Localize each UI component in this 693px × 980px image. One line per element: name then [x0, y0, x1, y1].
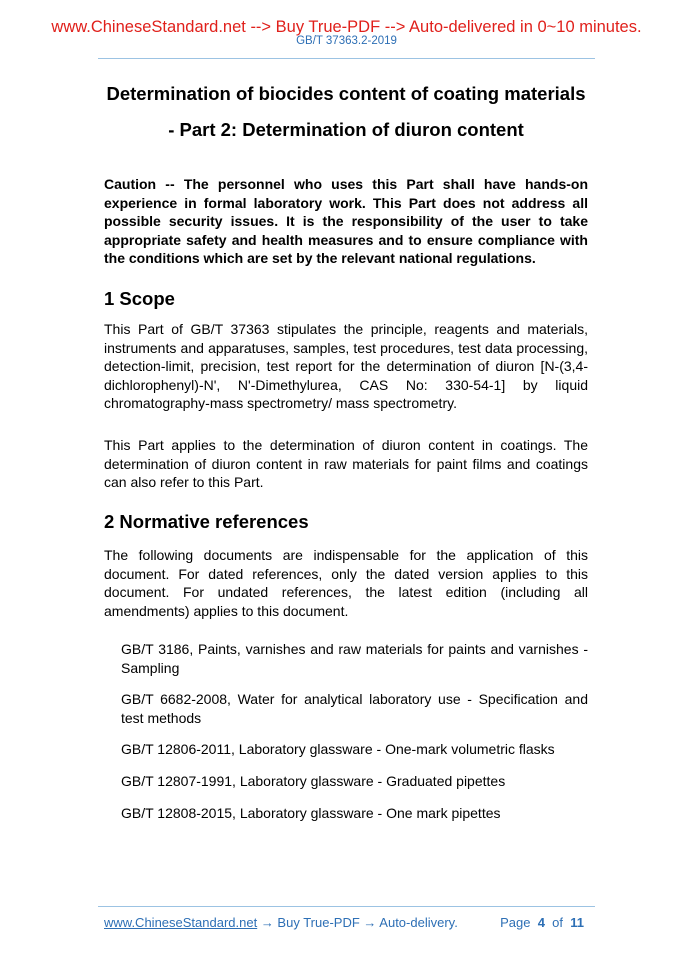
document-subtitle: - Part 2: Determination of diuron content [168, 119, 524, 140]
references-intro-paragraph: The following documents are indispensable for the application of this document. For dated references, only the dated version applies to this document. For undated references, the latest edition (including all amendments) applies to this document. [104, 547, 588, 619]
reference-item: GB/T 6682-2008, Water for analytical laboratory use - Specification and test methods [121, 691, 588, 726]
section-heading-normative-references: 2 Normative references [104, 511, 309, 532]
header-divider [98, 58, 595, 59]
footer-text: → Buy True-PDF → Auto-delivery. [257, 915, 458, 930]
reference-item: GB/T 12807-1991, Laboratory glassware - Graduated pipettes [121, 773, 506, 789]
caution-paragraph: Caution -- The personnel who uses this Part shall have hands-on experience in formal laboratory work. This Part does not address all possible security issues. It is the responsibility of the user to take appropriate safety and health measures and to ensure compliance with the conditions which are set by the relevant national regulations. [104, 176, 588, 267]
document-title: Determination of biocides content of coating materials [106, 83, 586, 104]
of-label: of [552, 915, 564, 930]
promo-banner: www.ChineseStandard.net --> Buy True-PDF --> Auto-delivered in 0~10 minutes. [51, 18, 642, 36]
document-id: GB/T 37363.2-2019 [296, 35, 397, 47]
scope-paragraph-2: This Part applies to the determination of diuron content in coatings. The determination of diuron content in raw materials for paint films and coatings can also refer to this Part. [104, 437, 588, 491]
footer-site-link[interactable]: www.ChineseStandard.net [104, 915, 258, 930]
reference-item: GB/T 12806-2011, Laboratory glassware - One-mark volumetric flasks [121, 741, 555, 757]
footer-divider [98, 906, 595, 907]
current-page: 4 [537, 915, 545, 930]
total-pages: 11 [570, 915, 584, 930]
reference-item: GB/T 12808-2015, Laboratory glassware - One mark pipettes [121, 805, 501, 821]
section-heading-scope: 1 Scope [104, 288, 175, 309]
page-label: Page [500, 915, 531, 930]
reference-item: GB/T 3186, Paints, varnishes and raw materials for paints and varnishes - Sampling [121, 641, 588, 676]
footer [104, 915, 588, 931]
page-indicator [500, 915, 584, 931]
scope-paragraph-1: This Part of GB/T 37363 stipulates the principle, reagents and materials, instruments and apparatuses, samples, test procedures, test data processing, detection-limit, precision, test report for the determination of diuron [N-(3,4-dichlorophenyl)-N', N'-Dimethylurea, CAS No: 330-54-1] by liquid chromatography-mass spectrometry/ mass spectrometry. [104, 321, 588, 412]
